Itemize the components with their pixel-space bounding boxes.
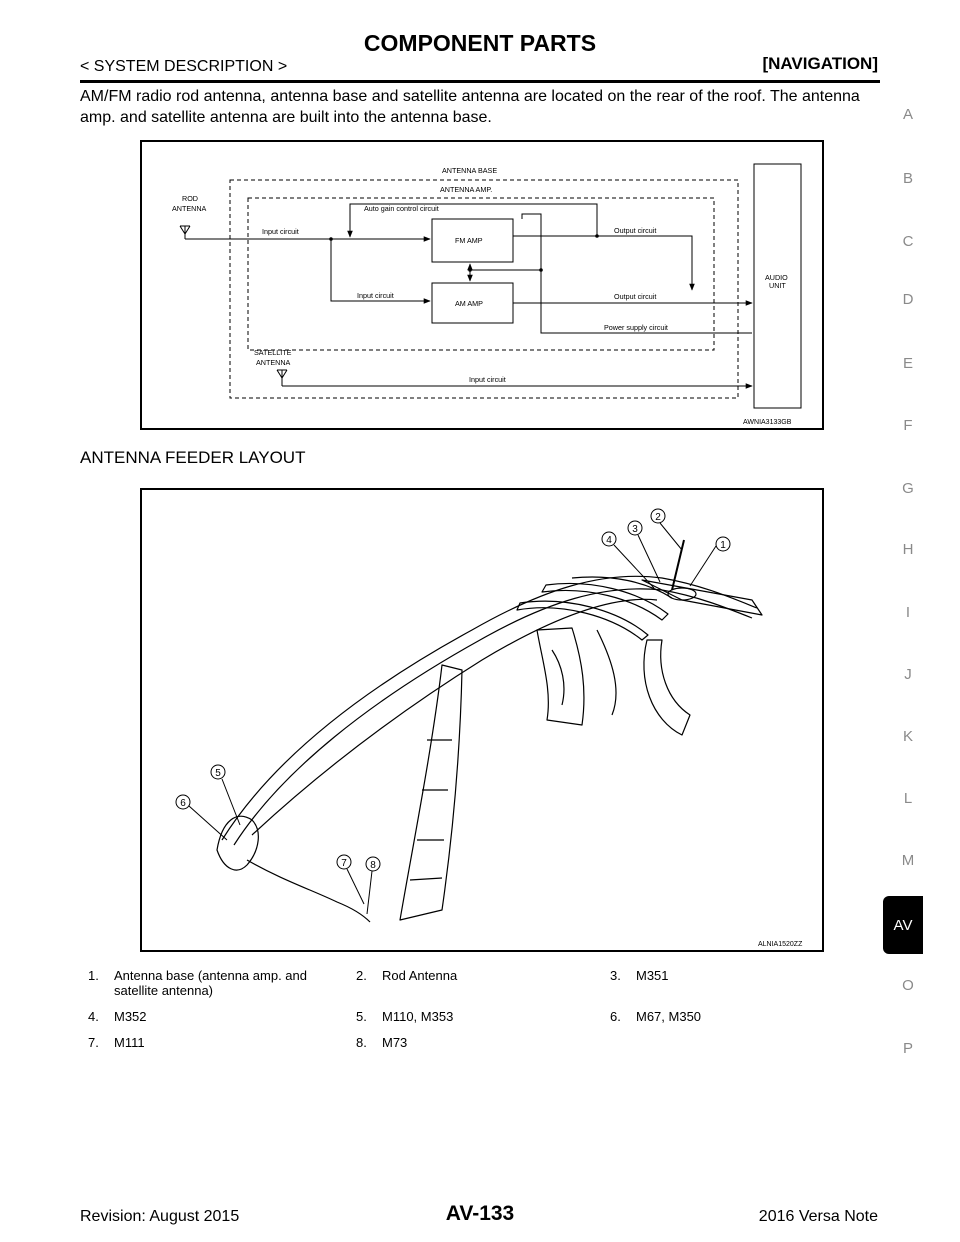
side-tab-d[interactable]: D bbox=[902, 291, 914, 308]
satellite-label-1: SATELLITE bbox=[254, 348, 292, 357]
legend-item-5: 5. M110, M353 bbox=[356, 1009, 454, 1024]
roof-rail-outer bbox=[222, 576, 757, 840]
side-tab-l[interactable]: L bbox=[903, 790, 913, 807]
side-tab-o[interactable]: O bbox=[902, 977, 914, 994]
callout-6: 6 bbox=[180, 798, 186, 809]
nav-label: [NAVIGATION] bbox=[762, 54, 878, 73]
audio-unit-label-2: UNIT bbox=[769, 281, 786, 290]
side-tab-f[interactable]: F bbox=[903, 417, 913, 434]
side-tab-a[interactable]: A bbox=[902, 106, 913, 123]
layout-figure-code: ALNIA1520ZZ bbox=[758, 941, 803, 948]
callout-7: 7 bbox=[341, 858, 347, 869]
output-circuit-label-1: Output circuit bbox=[614, 226, 657, 235]
side-tab-p[interactable]: P bbox=[902, 1040, 913, 1057]
parts-legend bbox=[88, 968, 878, 1061]
agc-label: Auto gain control circuit bbox=[364, 204, 439, 213]
roof-cross-1 bbox=[517, 601, 648, 640]
satellite-label-2: ANTENNA bbox=[256, 358, 291, 367]
legend-item-4: 4. M352 bbox=[88, 1009, 147, 1024]
callout-5: 5 bbox=[215, 768, 221, 779]
am-amp-label: AM AMP bbox=[455, 299, 483, 308]
page-title: COMPONENT PARTS bbox=[363, 30, 597, 56]
revision-label: Revision: August 2015 bbox=[80, 1208, 240, 1225]
side-tab-h[interactable]: H bbox=[902, 541, 914, 558]
b-pillar bbox=[400, 665, 462, 920]
legend-item-1: 1. Antenna base (antenna amp. and satellite antenna) bbox=[88, 968, 307, 998]
input-circuit-label-3: Input circuit bbox=[469, 375, 506, 384]
section-label: < SYSTEM DESCRIPTION > bbox=[80, 58, 288, 75]
side-tab-g[interactable]: G bbox=[902, 480, 914, 497]
legend-item-2: 2. Rod Antenna bbox=[356, 968, 458, 983]
output-circuit-label-2: Output circuit bbox=[614, 292, 657, 301]
callout-3: 3 bbox=[632, 524, 638, 535]
antenna-feeder-layout-svg bbox=[142, 490, 822, 950]
side-tab-c[interactable]: C bbox=[902, 233, 914, 250]
satellite-antenna-symbol bbox=[277, 370, 287, 386]
input-circuit-label-1: Input circuit bbox=[262, 227, 299, 236]
callout-1: 1 bbox=[720, 540, 726, 551]
diagram-code: AWNIA3133GB bbox=[743, 419, 792, 426]
power-supply-label: Power supply circuit bbox=[604, 323, 668, 332]
antenna-block-diagram-svg bbox=[142, 142, 822, 428]
legend-row-1 bbox=[88, 968, 878, 998]
antenna-base-label: ANTENNA BASE bbox=[442, 166, 498, 175]
side-tab-m[interactable]: M bbox=[901, 852, 915, 869]
side-tab-e[interactable]: E bbox=[902, 355, 913, 372]
side-tab-j[interactable]: J bbox=[904, 666, 912, 683]
legend-row-2 bbox=[88, 1009, 878, 1024]
rear-header bbox=[642, 580, 762, 615]
legend-row-3 bbox=[88, 1035, 878, 1050]
rod-antenna-label-1: ROD bbox=[182, 194, 198, 203]
side-tab-k[interactable]: K bbox=[902, 728, 913, 745]
input-circuit-label-2: Input circuit bbox=[357, 291, 394, 300]
callout-8: 8 bbox=[370, 860, 376, 871]
model-label: 2016 Versa Note bbox=[758, 1208, 878, 1225]
b-pillar-inner bbox=[410, 740, 452, 880]
legend-item-7: 7. M111 bbox=[88, 1035, 145, 1050]
side-tab-av-active[interactable]: AV bbox=[883, 896, 923, 954]
harness-lower bbox=[247, 860, 370, 922]
a-pillar-front bbox=[217, 816, 258, 870]
callout-4: 4 bbox=[606, 535, 612, 546]
power-fm-line bbox=[470, 264, 541, 270]
rod-antenna-label-2: ANTENNA bbox=[172, 204, 207, 213]
antenna-amp-label: ANTENNA AMP. bbox=[440, 185, 493, 194]
layout-heading: ANTENNA FEEDER LAYOUT bbox=[80, 448, 306, 467]
fm-output-line bbox=[513, 236, 692, 290]
antenna-feeder-layout-figure bbox=[140, 488, 824, 952]
side-tab-i[interactable]: I bbox=[905, 604, 911, 621]
legend-item-6: 6. M67, M350 bbox=[610, 1009, 702, 1024]
header-rule bbox=[80, 80, 880, 83]
intro-paragraph: AM/FM radio rod antenna, antenna base and satellite antenna are located on the rear of the roof. The antenna amp. and satellite antenna are built into the antenna base. bbox=[80, 88, 860, 126]
rod-antenna-symbol bbox=[180, 226, 190, 239]
page-number: AV-133 bbox=[445, 1202, 515, 1225]
rear-pillar bbox=[644, 640, 690, 735]
side-tab-b[interactable]: B bbox=[902, 170, 913, 187]
roof-rail-inner bbox=[234, 589, 752, 845]
callout-2: 2 bbox=[655, 512, 661, 523]
fm-amp-label: FM AMP bbox=[455, 236, 483, 245]
legend-item-8: 8. M73 bbox=[356, 1035, 408, 1050]
antenna-block-diagram bbox=[140, 140, 824, 430]
antenna-base-box bbox=[230, 180, 738, 398]
audio-unit-label-1: AUDIO bbox=[765, 273, 788, 282]
c-pillar bbox=[537, 628, 584, 725]
legend-item-3: 3. M351 bbox=[610, 968, 669, 983]
